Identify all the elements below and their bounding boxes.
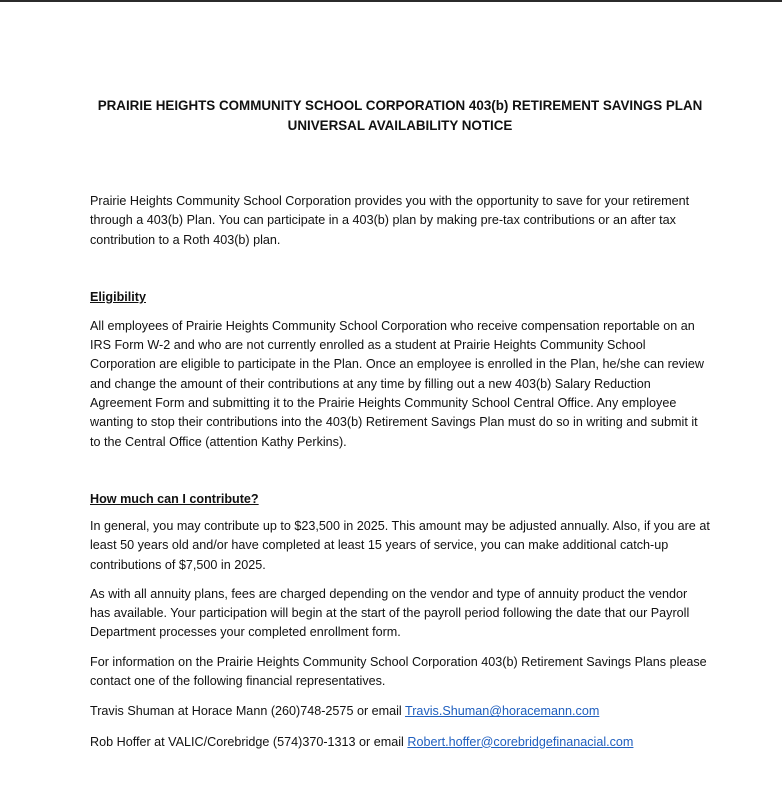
eligibility-heading: Eligibility	[90, 289, 146, 304]
document-title	[90, 96, 710, 136]
representative-text: Rob Hoffer at VALIC/Corebridge (574)370-1313 or email	[90, 734, 408, 749]
title-line-2: UNIVERSAL AVAILABILITY NOTICE	[287, 118, 513, 133]
email-link-horace-mann[interactable]: Travis.Shuman@horacemann.com	[405, 704, 600, 719]
intro-paragraph: Prairie Heights Community School Corporation provides you with the opportunity to save for your retirement through a 403(b) Plan. You can participate in a 403(b) plan by making pre-tax contributions or an after tax contribution to a Roth 403(b) plan.	[90, 194, 690, 247]
contribution-heading: How much can I contribute?	[90, 491, 259, 506]
contribution-limit-paragraph: In general, you may contribute up to $23,500 in 2025. This amount may be adjusted annually. Also, if you are at least 50 years old and/or have completed at least 15 years of service, you can make additional catch-up contributions of $7,500 in 2025.	[90, 518, 710, 572]
eligibility-paragraph: All employees of Prairie Heights Community School Corporation who receive compensation reportable on an IRS Form W-2 and who are not currently enrolled as a student at Prairie Heights Community School Corporation are eligible to participate in the Plan. Once an employee is enrolled in the Plan, he/she can review and change the amount of their contributions at any time by filling out a new 403(b) Salary Reduction Agreement Form and submitting it to the Prairie Heights Community School Central Office. Any employee wanting to stop their contributions into the 403(b) Retirement Savings Plan must do so in writing and submit it to the Central Office (attention Kathy Perkins).	[90, 318, 704, 449]
top-border	[0, 0, 782, 2]
representative-horace-mann	[90, 702, 710, 721]
fees-paragraph: As with all annuity plans, fees are charged depending on the vendor and type of annuity product the vendor has available. Your participation will begin at the start of the payroll period following the date that our Payroll Department processes your completed enrollment form.	[90, 586, 690, 640]
email-link-valic[interactable]: Robert.hoffer@corebridgefinanacial.com	[407, 734, 634, 749]
representative-text: Travis Shuman at Horace Mann (260)748-2575 or email	[90, 704, 406, 719]
representative-valic	[90, 733, 710, 752]
contact-info-paragraph: For information on the Prairie Heights Community School Corporation 403(b) Retirement Savings Plans please contact one of the following financial representatives.	[90, 654, 707, 689]
document-page	[90, 96, 710, 752]
title-line-1: PRAIRIE HEIGHTS COMMUNITY SCHOOL CORPORATION 403(b) RETIREMENT SAVINGS PLAN	[97, 98, 703, 113]
